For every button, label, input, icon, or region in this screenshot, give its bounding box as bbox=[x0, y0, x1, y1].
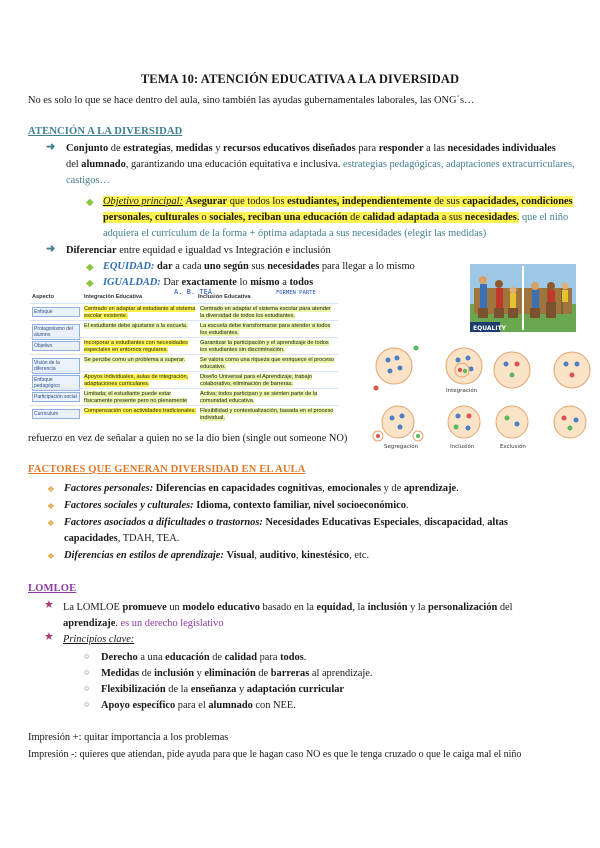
circle-bullet-icon: ○ bbox=[84, 699, 90, 709]
text-run: es un derecho legislativo bbox=[120, 618, 224, 629]
text-run: un bbox=[166, 602, 183, 613]
text-run: , etc. bbox=[349, 550, 370, 561]
diamond-bullet-icon: ◆ bbox=[86, 197, 94, 208]
text-run: exactamente bbox=[181, 277, 237, 288]
text-run: educación bbox=[165, 652, 210, 663]
text-run: sus bbox=[248, 261, 268, 272]
text-run: aprendizaje bbox=[403, 483, 457, 494]
intro-text: No es solo lo que se hace dentro del aula, sino también las ayudas gubernamentales laborales, las ONG´s… bbox=[28, 95, 475, 106]
text-run: modelo educativo bbox=[182, 602, 260, 613]
factor-dificultades-line2 bbox=[64, 531, 179, 546]
impresion-positiva: Impresión +: quitar importancia a los problemas bbox=[28, 732, 229, 743]
circle-bullet-icon: ○ bbox=[84, 683, 90, 693]
text-run: a una bbox=[137, 652, 166, 663]
text-run: auditivo bbox=[259, 550, 297, 561]
table-row bbox=[30, 320, 338, 338]
small-circles-group bbox=[494, 352, 590, 438]
table-row-label: Objetivo bbox=[32, 341, 80, 351]
section-heading-factores: FACTORES QUE GENERAN DIVERSIDAD EN EL AULA bbox=[28, 464, 306, 475]
text-run: , garantizando una educación equitativa e inclusiva. bbox=[125, 159, 344, 170]
text-run: kinestésico bbox=[301, 550, 350, 561]
text-run: calidad adaptada bbox=[362, 212, 440, 223]
text-run: necesidades bbox=[464, 212, 517, 223]
text-run: equidad bbox=[316, 602, 353, 613]
text-run: todos bbox=[280, 652, 304, 663]
table-row bbox=[30, 354, 338, 372]
factor-personales bbox=[64, 481, 459, 496]
diamond-bullet-icon: ◆ bbox=[86, 262, 94, 273]
bullet-conjunto-line3 bbox=[66, 173, 110, 188]
objetivo-line1 bbox=[103, 194, 573, 209]
section-heading-atencion: ATENCIÓN A LA DIVERSIDAD bbox=[28, 126, 183, 137]
text-run: del bbox=[66, 159, 82, 170]
text-run: con NEE. bbox=[252, 700, 296, 711]
text-run: sociales, reciban una educación bbox=[209, 212, 348, 223]
text-run: enseñanza bbox=[190, 684, 237, 695]
text-run: Visual bbox=[226, 550, 255, 561]
text-run: basado en la bbox=[259, 602, 317, 613]
table-cell-integracion: Se percibe como un problema a superar. bbox=[84, 357, 186, 363]
text-run: que el niño bbox=[519, 212, 569, 223]
text-run: estrategias pedagógicas, adaptaciones extracurriculares, bbox=[343, 159, 575, 170]
text-run: . bbox=[405, 500, 409, 511]
text-run: Asegurar bbox=[185, 196, 228, 207]
text-run: dar bbox=[157, 261, 173, 272]
table-row-label: Participación social bbox=[32, 392, 80, 402]
text-run: La LOMLOE bbox=[63, 602, 123, 613]
text-run: recursos educativos diseñados bbox=[223, 143, 356, 154]
objetivo-line3 bbox=[103, 226, 486, 241]
text-run: , TDAH, TEA. bbox=[117, 533, 180, 544]
table-row-label: Visión de la diferencia bbox=[32, 358, 80, 374]
section-heading-lomloe: LOMLOE bbox=[28, 583, 77, 594]
table-header-inclusion: Inclusión Educativa bbox=[198, 294, 251, 300]
inclusion-circles-diagram bbox=[372, 340, 598, 450]
star-bullet-icon: ★ bbox=[44, 599, 54, 611]
comparison-table bbox=[30, 289, 338, 428]
principio-1 bbox=[101, 650, 306, 665]
table-row bbox=[30, 405, 338, 423]
label-segregacion: Segregación bbox=[384, 444, 419, 450]
circle-bullet-icon: ○ bbox=[84, 667, 90, 677]
text-run: medidas bbox=[175, 143, 213, 154]
text-run: para bbox=[355, 143, 379, 154]
text-run: calidad bbox=[224, 652, 257, 663]
text-run: y bbox=[212, 143, 224, 154]
text-run: que todos los bbox=[227, 196, 288, 207]
arrow-bullet-icon: ➜ bbox=[46, 243, 56, 255]
text-run: . bbox=[456, 483, 459, 494]
text-run: estrategias bbox=[123, 143, 171, 154]
text-run: adaptación curricular bbox=[246, 684, 345, 695]
table-cell-inclusion: Se valora como una riqueza que enriquece el proceso educativo. bbox=[200, 357, 335, 370]
text-run: , bbox=[419, 517, 425, 528]
text-run: . bbox=[303, 652, 307, 663]
text-run: o bbox=[198, 212, 210, 223]
text-run: inclusión bbox=[367, 602, 408, 613]
text-run: emocionales bbox=[327, 483, 382, 494]
factor-dificultades-line1 bbox=[64, 515, 508, 530]
table-cell-inclusion: Flexibilidad y contextualización, basada en el proceso individual. bbox=[200, 408, 334, 421]
text-run: Flexibilización bbox=[101, 684, 166, 695]
text-run: IGUALDAD: bbox=[103, 277, 161, 288]
text-run: , bbox=[296, 550, 302, 561]
text-run: barreras bbox=[270, 668, 310, 679]
text-run: Medidas bbox=[101, 668, 140, 679]
text-run: Conjunto bbox=[66, 143, 109, 154]
text-run: inclusión bbox=[154, 668, 194, 679]
refuerzo-note: refuerzo en vez de señalar a quien no se la dio bien (single out someone NO) bbox=[28, 433, 348, 444]
table-cell-integracion: El estudiante debe ajustarse a la escuela. bbox=[84, 323, 188, 329]
text-run: . bbox=[516, 212, 520, 223]
text-run: de bbox=[255, 668, 271, 679]
text-run: uno según bbox=[204, 261, 249, 272]
text-run: Factores sociales y culturales: bbox=[64, 500, 194, 511]
text-run: altas bbox=[487, 517, 508, 528]
orange-diamond-bullet-icon: ❖ bbox=[47, 551, 55, 561]
text-run: . bbox=[115, 618, 121, 629]
text-run: , bbox=[254, 550, 260, 561]
text-run: a cada bbox=[172, 261, 205, 272]
text-run: Apoyo específico bbox=[101, 700, 176, 711]
text-run: , bbox=[322, 483, 328, 494]
text-run: lo bbox=[236, 277, 251, 288]
handwritten-note-formen-parte: FORMEN PARTE bbox=[276, 290, 316, 296]
equidad-line bbox=[103, 259, 415, 274]
text-run: a bbox=[279, 277, 290, 288]
text-run: Objetivo principal: bbox=[103, 196, 183, 207]
arrow-bullet-icon: ➜ bbox=[46, 141, 56, 153]
table-header-integracion: Integración Educativa bbox=[84, 294, 143, 300]
table-row-label: Enfoque pedagógico bbox=[32, 375, 80, 391]
table-cell-inclusion: La escuela debe transformarse para atender a todos los estudiantes. bbox=[200, 323, 331, 336]
star-bullet-icon: ★ bbox=[44, 631, 54, 643]
text-run: eliminación bbox=[204, 668, 256, 679]
text-run: responder bbox=[378, 143, 424, 154]
exclusion-circle bbox=[374, 346, 419, 391]
text-run: adquiera el currículum de la forma + óptima adaptada a sus necesidades (elegir las medidas) bbox=[103, 228, 487, 239]
impresion-negativa: Impresión -: quieres que atiendan, pide ayuda para que le hagan caso NO es que le tenga cruzado o que le caiga mal el niño bbox=[28, 749, 522, 760]
text-run: y la bbox=[407, 602, 428, 613]
table-cell-integracion: Limitada; el estudiante puede estar físicamente presente pero no plenamente bbox=[84, 391, 196, 406]
table-row bbox=[30, 388, 338, 406]
factor-sociales bbox=[64, 498, 409, 513]
table-cell-inclusion: Centrado en adaptar el sistema escolar para atender la diversidad de todos los estudiantes. bbox=[200, 306, 331, 319]
orange-diamond-bullet-icon: ❖ bbox=[47, 484, 55, 494]
text-run: Idioma, contexto familiar, nivel socioeconómico bbox=[193, 500, 406, 511]
principios-heading: Principios clave: bbox=[63, 634, 135, 645]
text-run: Factores personales: bbox=[64, 483, 154, 494]
text-run: Diferenciar bbox=[66, 245, 117, 256]
text-run: Diferencias en bbox=[153, 483, 222, 494]
label-inclusion: Inclusión bbox=[450, 444, 475, 450]
handwritten-note-tea: A. B. TEA bbox=[174, 289, 212, 296]
lomloe-line2 bbox=[63, 616, 224, 631]
text-run: y bbox=[236, 684, 247, 695]
lomloe-line1 bbox=[63, 600, 513, 615]
text-run: Diferencias en estilos de aprendizaje: bbox=[64, 550, 224, 561]
table-header-aspecto: Aspecto bbox=[32, 294, 55, 300]
table-row bbox=[30, 337, 338, 355]
text-run: personales, culturales bbox=[103, 212, 199, 223]
bullet-diferenciar bbox=[66, 243, 331, 258]
diamond-bullet-icon: ◆ bbox=[86, 278, 94, 289]
text-run: de bbox=[347, 212, 363, 223]
bullet-conjunto-line2 bbox=[66, 157, 575, 172]
label-integracion: Integración bbox=[446, 388, 478, 394]
text-run: Factores asociados a dificultades o trastornos: bbox=[64, 517, 263, 528]
text-run: de bbox=[209, 652, 225, 663]
table-row-label: Curriculum bbox=[32, 409, 80, 419]
text-run: castigos… bbox=[66, 175, 110, 186]
table-row-label: Protagonismo del alumno bbox=[32, 324, 80, 340]
fence-caption: EQUALITY bbox=[473, 325, 507, 332]
text-run: a sus bbox=[439, 212, 465, 223]
text-run: , bbox=[170, 143, 176, 154]
text-run: , la bbox=[352, 602, 368, 613]
text-run: entre equidad e igualdad vs Integración e inclusión bbox=[116, 245, 331, 256]
text-run: discapacidad bbox=[424, 517, 482, 528]
text-run: , bbox=[481, 517, 488, 528]
text-run: necesidades bbox=[267, 261, 320, 272]
text-run: de bbox=[108, 143, 124, 154]
text-run: del bbox=[497, 602, 513, 613]
table-cell-inclusion: Activa; todos participan y se sienten parte de la comunidad educativa. bbox=[200, 391, 318, 404]
table-cell-integracion: Incorporar a estudiantes con necesidades especiales en entornos regulares. bbox=[84, 340, 188, 353]
equity-fence-illustration bbox=[470, 264, 576, 332]
text-run: capacidades bbox=[64, 533, 118, 544]
table-row bbox=[30, 371, 338, 389]
label-exclusion: Exclusión bbox=[500, 444, 526, 450]
table-cell-integracion: Centrado en adaptar al estudiante al sistema escolar existente. bbox=[84, 306, 196, 319]
table-cell-integracion: Compensación con actividades tradicionales. bbox=[84, 408, 196, 414]
igualdad-line bbox=[103, 275, 313, 290]
text-run: todos bbox=[289, 277, 314, 288]
principio-2 bbox=[101, 666, 372, 681]
orange-diamond-bullet-icon: ❖ bbox=[47, 501, 55, 511]
text-run: personalización bbox=[427, 602, 498, 613]
text-run: y bbox=[193, 668, 205, 679]
principio-3 bbox=[101, 682, 344, 697]
text-run: alumnado bbox=[208, 700, 253, 711]
text-run: EQUIDAD: bbox=[103, 261, 155, 272]
table-row-label: Enfoque bbox=[32, 307, 80, 317]
factor-estilos bbox=[64, 548, 369, 563]
table-cell-inclusion: Garantizar la participación y el aprendizaje de todos los estudiantes sin discriminación. bbox=[200, 340, 329, 353]
text-run: capacidades, condiciones bbox=[462, 196, 573, 207]
bullet-conjunto-line1 bbox=[66, 141, 556, 156]
text-run: de bbox=[139, 668, 155, 679]
text-run: para el bbox=[175, 700, 209, 711]
table-cell-integracion: Apoyos individuales, aulas de integración, adaptaciones curriculares. bbox=[84, 374, 189, 387]
text-run: para bbox=[256, 652, 281, 663]
segregacion-circle bbox=[373, 406, 423, 441]
text-run: capacidades cognitivas bbox=[221, 483, 323, 494]
text-run: al aprendizaje. bbox=[309, 668, 373, 679]
text-run: alumnado bbox=[81, 159, 126, 170]
table-cell-inclusion: Diseño Universal para el Aprendizaje, trabajo colaborativo, eliminación de barreras. bbox=[200, 374, 312, 387]
table-row bbox=[30, 303, 338, 321]
text-run: promueve bbox=[122, 602, 167, 613]
principio-4 bbox=[101, 698, 296, 713]
integracion-circle bbox=[446, 348, 482, 384]
text-run: necesidades individuales bbox=[447, 143, 556, 154]
text-run: a las bbox=[423, 143, 448, 154]
orange-diamond-bullet-icon: ❖ bbox=[47, 518, 55, 528]
text-run: estudiantes, independientemente bbox=[287, 196, 432, 207]
text-run: para llegar a lo mismo bbox=[319, 261, 415, 272]
circle-bullet-icon: ○ bbox=[84, 651, 90, 661]
page-title: TEMA 10: ATENCIÓN EDUCATIVA A LA DIVERSIDAD bbox=[140, 72, 460, 86]
text-run: y de bbox=[381, 483, 404, 494]
text-run: de sus bbox=[431, 196, 463, 207]
objetivo-line2 bbox=[103, 210, 568, 225]
text-run: Necesidades Educativas Especiales bbox=[262, 517, 420, 528]
text-run: mismo bbox=[250, 277, 280, 288]
text-run: de la bbox=[165, 684, 191, 695]
inclusion-circle bbox=[448, 406, 480, 438]
text-run: Dar bbox=[160, 277, 182, 288]
text-run: Derecho bbox=[101, 652, 138, 663]
text-run: aprendizaje bbox=[63, 618, 116, 629]
